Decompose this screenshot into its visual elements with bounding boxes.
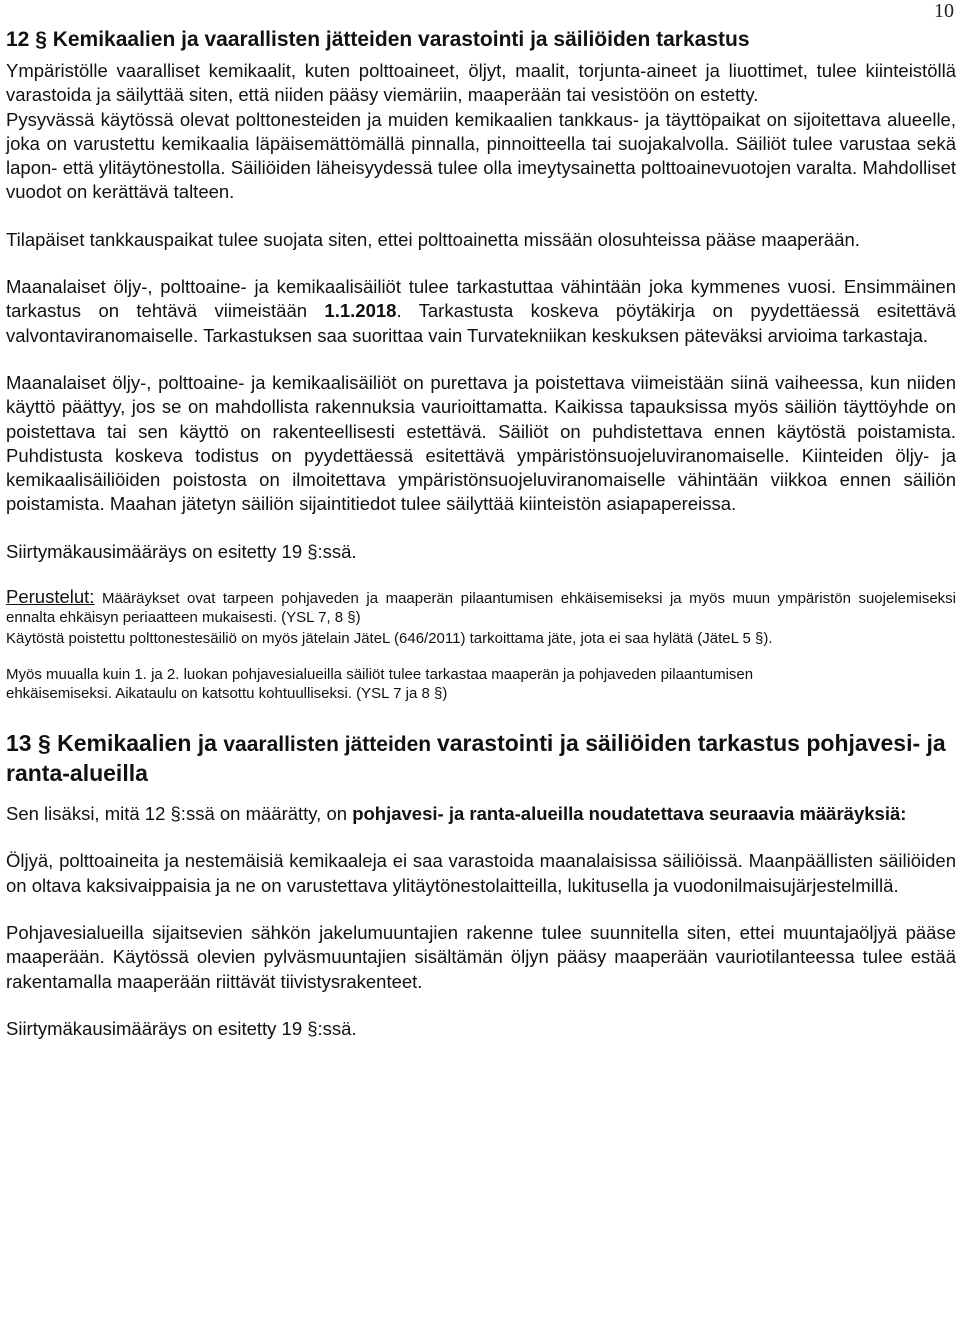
intro-emphasis: pohjavesi- ja ranta-alueilla noudatettava seuraavia määräyksiä: bbox=[352, 803, 907, 825]
section-12-rationale-3: Myös muualla kuin 1. ja 2. luokan pohjavesialueilla säiliöt tulee tarkastaa maaperän ja pohjaveden pilaantumisen ehkäisemiseksi. Aikataulu on katsottu kohtuulliseksi. (YSL 7 ja 8 §) bbox=[6, 666, 754, 703]
section-12-rationale-2: Käytöstä poistettu polttonestesäiliö on myös jätelain JäteL (646/2011) tarkoittama jäte, jota ei saa hylätä (JäteL 5 §). bbox=[6, 630, 773, 648]
title-part: varastointi ja säiliöiden tarkastus pohjavesi- ja ranta-alueilla bbox=[6, 730, 946, 787]
intro-text: Sen lisäksi, mitä 12 §:ssä on määrätty, on bbox=[6, 803, 353, 825]
section-12-paragraph-4 bbox=[6, 275, 956, 348]
section-13-transition-note: Siirtymäkausimääräys on esitetty 19 §:ssä. bbox=[6, 1017, 357, 1039]
section-13-paragraph-1: Öljyä, polttoaineita ja nestemäisiä kemikaaleja ei saa varastoida maanalaisissa säiliöissä. Maanpäällisten säiliöiden on oltava kaksivaippaisia ja ne on varustettava ylitäytönestolaitteilla, lukitusella ja vuodonilmaisujärjestelmillä. bbox=[6, 850, 956, 896]
section-12-transition-note: Siirtymäkausimääräys on esitetty 19 §:ssä. bbox=[6, 540, 357, 562]
section-13-title bbox=[6, 729, 956, 789]
paragraph-text: Maanalaiset öljy-, polttoaine- ja kemikaalisäiliöt tulee tarkastuttaa vähintään joka kymmenes vuosi. Ensimmäinen tarkastus on tehtävä viimeistään bbox=[6, 276, 956, 322]
deadline-date: 1.1.2018 bbox=[324, 300, 397, 322]
section-12-title: 12 § Kemikaalien ja vaarallisten jätteiden varastointi ja säiliöiden tarkastus bbox=[6, 28, 750, 51]
rationale-label: Perustelut: bbox=[6, 586, 95, 608]
section-12-paragraph-2: Pysyvässä käytössä olevat polttonesteiden ja muiden kemikaalien tankkaus- ja täyttöpaikat on sijoitettava alueelle, joka on varustettu kemikaalia läpäisemättömällä pinnalla, pinnoitteella tai suojakalvolla. Säiliöt tulee varustaa sekä lapon- että ylitäytönestolla. Säiliöiden läheisyydessä tulee olla imeytysainetta polttoainevuotojen varalta. Mahdolliset vuodot on kerättävä talteen. bbox=[6, 108, 956, 203]
page-number: 10 bbox=[934, 0, 954, 22]
title-part: vaarallisten jätteiden bbox=[223, 733, 437, 757]
section-13-paragraph-2: Pohjavesialueilla sijaitsevien sähkön jakelumuuntajien rakenne tulee suunnitella siten, ettei muuntajaöljyä pääse maaperään. Käytössä olevien pylväsmuuntajien sisältämän öljyn pääsy maaperään vauriotilanteessa tulee estää rakentamalla maaperään riittävät tiivistysrakenteet. bbox=[6, 921, 956, 992]
section-12-rationale bbox=[6, 587, 956, 627]
document-page bbox=[6, 18, 956, 1041]
section-12-paragraph-3: Tilapäiset tankkauspaikat tulee suojata siten, ettei polttoainetta missään olosuhteissa pääse maaperään. bbox=[6, 228, 860, 250]
section-13-intro bbox=[6, 802, 956, 826]
section-12-paragraph-5: Maanalaiset öljy-, polttoaine- ja kemikaalisäiliöt on purettava ja poistettava viimeistään siinä vaiheessa, kun niiden käyttö päättyy, jos se on mahdollista rakennuksia vaurioittamatta. Kaikissa tapauksissa myös säiliön täyttöyhde on poistettava tai sen käyttö on rakenteellisesti estettävä. Säiliöt on puhdistettava ennen käytöstä poistamista. Puhdistusta koskeva todistus on pyydettäessä esitettävä ympäristönsuojeluviranomaiselle. Kiinteiden öljy- ja kemikaalisäiliöiden poistosta on ilmoitettava ympäristönsuojeluviranomaiselle vähintään viikkoa ennen säiliön poistamista. Maahan jätetyn säiliön sijaintitiedot tulee säilyttää kiinteistön asiapapereissa. bbox=[6, 371, 956, 515]
section-12-paragraph-1: Ympäristölle vaaralliset kemikaalit, kuten polttoaineet, öljyt, maalit, torjunta-aineet ja liuottimet, tulee kiinteistöllä varastoida ja säilyttää siten, että niiden pääsy viemäriin, maaperään tai vesistöön on estetty. bbox=[6, 60, 956, 106]
title-part: 13 § Kemikaalien ja bbox=[6, 730, 224, 757]
rationale-text: Määräykset ovat tarpeen pohjaveden ja maaperän pilaantumisen ehkäisemiseksi ja myös muun ympäristön suojelemiseksi ennalta ehkäisyn periaatteen mukaisesti. (YSL 7, 8 §) bbox=[6, 590, 956, 627]
paragraph-text: . Tarkastusta koskeva pöytäkirja on pyydettäessä esitettävä valvontaviranomaiselle. Tarkastuksen saa suorittaa vain Turvatekniikan keskuksen päteväksi arvioima tarkastaja. bbox=[6, 300, 956, 346]
